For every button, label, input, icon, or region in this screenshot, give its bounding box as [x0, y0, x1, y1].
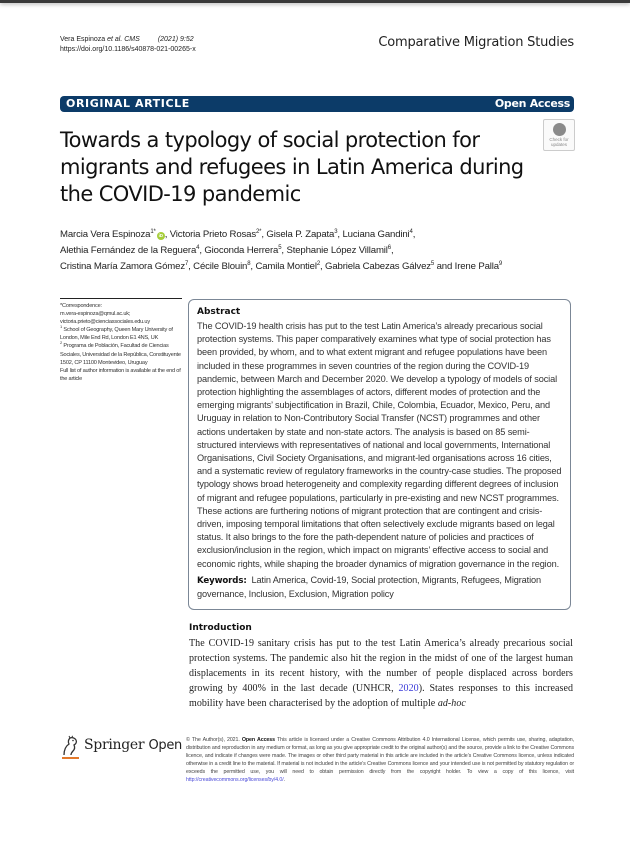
publisher-open: Open	[148, 738, 182, 753]
citation-authors: Vera Espinoza	[60, 36, 106, 43]
author-name: , Victoria Prieto Rosas	[164, 229, 256, 240]
author-affiliation-sup: 4	[409, 228, 413, 235]
author-affiliation-sup: 2*	[256, 228, 262, 235]
author-affiliation-sup: 9	[498, 260, 503, 267]
author-name: Marcia Vera Espinoza	[60, 229, 151, 240]
author-affiliation-sup: 5	[430, 260, 435, 267]
keywords	[197, 574, 562, 601]
author-separator: ,	[412, 229, 416, 240]
license-end: .	[283, 777, 285, 783]
citation-link-2020[interactable]: 2020	[398, 683, 419, 694]
intro-italic-term: ad-hoc	[437, 698, 466, 709]
author-name: , Gioconda Herrera	[199, 245, 279, 256]
viewer-top-bar	[0, 0, 630, 3]
author-name: and Irene Palla	[434, 261, 499, 272]
affiliation-2	[60, 342, 182, 366]
open-access-label: Open Access	[494, 97, 570, 110]
affiliation-1	[60, 326, 182, 342]
intro-text-part: The COVID-19 sanitary crisis has put to the test Latin America’s already precarious social protection systems. The pandemic also hit the region in the midst of one of the largest human displacements in its recent history, with the number of people displaced across borders growing by 400% in the last decade (UNHCR,	[189, 638, 573, 694]
license-open-access: Open Access	[241, 737, 275, 743]
citation-header	[60, 35, 196, 55]
springer-horse-icon	[60, 735, 80, 757]
affiliation-text: School of Geography, Queen Mary University of London, Mile End Rd, London E1 4NS, UK	[60, 327, 173, 342]
article-title: Towards a typology of social protection for migrants and refugees in Latin America during the COVID-19 pandemic	[60, 128, 524, 206]
author-affiliation-sup: 1*	[150, 228, 156, 235]
springer-wordmark	[84, 737, 182, 753]
publisher-name: Springer	[84, 737, 145, 753]
author-affiliation-sup: 8	[247, 260, 251, 267]
author-line-1	[60, 227, 580, 243]
doi-link[interactable]: https://doi.org/10.1186/s40878-021-00265-x	[60, 46, 196, 53]
correspondence-block	[60, 298, 182, 383]
author-affiliation-sup: 5	[278, 244, 282, 251]
springer-accent-bar	[62, 757, 79, 759]
correspondence-label: *Correspondence:	[60, 303, 102, 309]
author-affiliation-sup: 7	[184, 260, 189, 267]
author-name: , Cécile Blouin	[188, 261, 248, 272]
author-name: , Gabriela Cabezas Gálvez	[320, 261, 431, 272]
author-name: Cristina María Zamora Gómez	[60, 261, 185, 272]
introduction-heading: Introduction	[189, 623, 252, 633]
orcid-icon[interactable]: iD	[158, 233, 163, 238]
author-name: , Gisela P. Zapata	[261, 229, 335, 240]
author-affiliation-sup: 2	[316, 260, 320, 267]
citation-etal: et al.	[107, 36, 123, 43]
author-affiliation-sup: 3	[334, 228, 338, 235]
check-updates-line2: updates	[550, 142, 567, 147]
affiliation-sup: 2	[60, 340, 63, 346]
check-for-updates-badge[interactable]	[543, 119, 575, 151]
license-notice	[186, 736, 574, 784]
keywords-label: Keywords:	[197, 575, 247, 586]
license-prefix: © The Author(s), 2021.	[186, 737, 242, 743]
abstract-text: The COVID-19 health crisis has put to the test Latin America’s already precarious social protection systems. This paper comparatively examines what type of social protection has been provided, by whom, and to what extent migrant and refugee populations have been included in these programmes in seven countries of the region during the COVID-19 pandemic, between March and December 2020. We develop a typology of models of social protection highlighting the assemblages of actors, different modes of protection and the emerging migrants’ subjectification in Brazil, Chile, Colombia, Ecuador, Mexico, Peru, and Uruguay in relation to Non-Contributory Social Transfer (NCST) programmes and other actions undertaken by state and non-state actors. The analysis is based on 85 semi-structured interviews with representatives of national and local governments, International Organisations, Civil Society Organisations, and migrant-led organisations across 16 cities, and a systematic review of regulatory frameworks in the country-case studies. The proposed typology shows broad heterogeneity and complexity regarding different degrees of inclusion of migrant and refugee populations, particularly in pre-existing and new NCST programmes. These actions are furthering notions of migrant protection that are contingent and crisis-driven, imposing temporal limitations that often selectively exclude migrants based on legal status. It also brings to the fore the path-dependent nature of policies and practices of exclusion/inclusion in the region, which impact on migrants’ effective access to social and economic rights, while shaping the broader dynamics of migration governance in the region.	[197, 321, 562, 569]
author-affiliation-sup: 4	[196, 244, 200, 251]
author-name: , Stephanie López Villamil	[281, 245, 388, 256]
affiliation-text: Programa de Población, Facultad de Ciencias Sociales, Universidad de la República, Constituyente 1502, CP 11100 Montevideo, Uruguay	[60, 343, 181, 366]
author-line-2	[60, 243, 580, 259]
license-text: This article is licensed under a Creative Commons Attribution 4.0 International License, which permits use, sharing, adaptation, distribution and reproduction in any medium or format, as long as you give appropriate credit to the original author(s) and the source, provide a link to the Creative Commons licence, and indicate if changes were made. The images or other third party material in this article are included in the article’s Creative Commons licence, unless indicated otherwise in a credit line to the material. If material is not included in the article’s Creative Commons licence and your intended use is not permitted by statutory regulation or exceeds the permitted use, you will need to obtain permission directly from the copyright holder. To view a copy of this licence, visit	[186, 737, 574, 775]
check-updates-icon	[553, 123, 566, 136]
citation-year-volume: (2021) 9:52	[157, 36, 194, 43]
affiliation-sup: 1	[60, 324, 63, 330]
citation-line	[60, 35, 196, 45]
author-name: Alethia Fernández de la Reguera	[60, 245, 197, 256]
correspondence-emails[interactable]: m.vera-espinoza@qmul.ac.uk; victoria.prieto@cienciassociales.edu.uy	[60, 311, 150, 326]
intro-text-part: ). States responses to this increased mobility have been characterised by the adoption of multiple	[189, 683, 573, 709]
article-type-label: ORIGINAL ARTICLE	[66, 97, 190, 110]
author-affiliation-sup: 6	[387, 244, 391, 251]
author-name: , Luciana Gandini	[337, 229, 410, 240]
author-separator: ,	[390, 245, 394, 256]
introduction-text	[189, 636, 573, 711]
author-name: , Camila Montiel	[250, 261, 317, 272]
article-type-banner	[60, 96, 574, 112]
journal-name: Comparative Migration Studies	[378, 35, 574, 50]
author-line-3	[60, 259, 580, 275]
license-link[interactable]: http://creativecommons.org/licenses/by/4.0/	[186, 777, 284, 783]
check-updates-line1: Check for	[549, 137, 569, 142]
citation-journal-abbr: CMS	[124, 36, 140, 43]
abstract-box	[188, 299, 571, 610]
abstract-heading: Abstract	[197, 307, 241, 317]
keywords-list: Latin America, Covid-19, Social protection, Migrants, Refugees, Migration governance, Inclusion, Exclusion, Migration policy	[197, 574, 541, 600]
author-list	[60, 227, 580, 275]
springer-open-logo	[60, 735, 180, 765]
full-author-info-note: Full list of author information is available at the end of the article	[60, 367, 181, 382]
